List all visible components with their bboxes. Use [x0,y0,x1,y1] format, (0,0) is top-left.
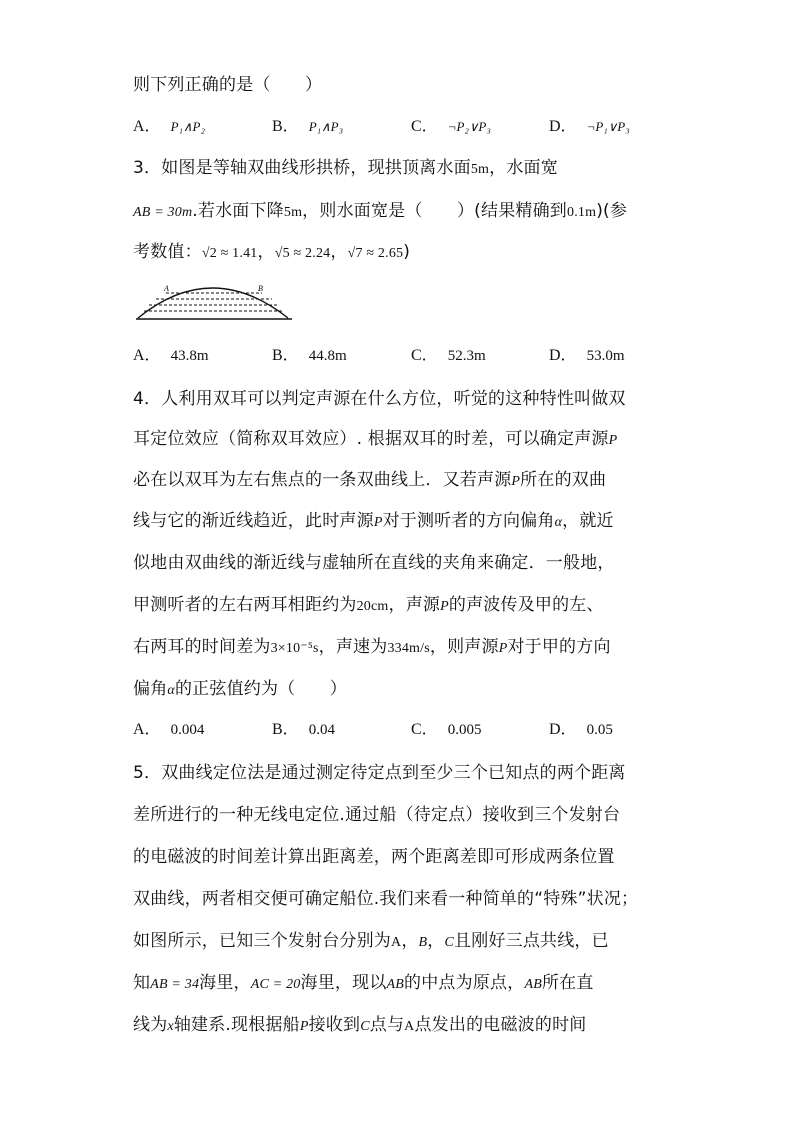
q5-text: 轴建系.现根据船 [173,1015,300,1035]
q5-math: AB [524,977,542,992]
q3-text: ，水面宽 [489,158,558,178]
q3-math: √5 ≈ 2.24 [274,246,331,261]
q5-text: 点与 [369,1015,405,1035]
q4-line-2 [133,424,617,449]
q3-math: 5m [283,205,303,220]
q5-math: AB = 34 [150,977,200,992]
q4-option-d[interactable] [549,716,613,739]
option-label: B． [272,347,299,364]
q4-text: 的正弦值约为（ ） [174,679,347,699]
q4-math: α [167,683,175,698]
option-label: B． [272,118,299,135]
q5-text: 海里，现以 [300,973,387,993]
q3-option-b[interactable] [272,342,347,365]
q5-math: P [299,1019,309,1034]
q3-text: ，则水面宽是（ ）(结果精确到 [302,201,568,221]
q4-text: 所在的双曲 [520,470,607,490]
q2-option-c[interactable] [411,113,491,136]
option-text: ¬P₂∨P₃ [447,119,491,134]
q5-text: 点发出的电磁波的时间 [414,1015,587,1035]
option-label: D． [549,347,577,364]
q3-option-c[interactable] [411,342,486,365]
q4-line-8 [133,674,347,699]
q2-option-d[interactable] [549,113,630,136]
q5-line-5 [133,926,609,951]
option-label: C． [411,347,438,364]
q5-text: 的中点为原点， [404,973,525,993]
option-text: 0.004 [170,722,205,738]
option-text: P₁∧P₃ [308,119,344,134]
option-label: A． [133,347,161,364]
option-label: C． [411,721,438,738]
q4-text: 偏角 [133,679,168,699]
q4-text: 对于测听者的方向偏角 [382,511,555,531]
q5-text: 所在直 [541,973,594,993]
option-label: C． [411,118,438,135]
q3-line-3 [133,237,410,262]
q4-text: ，就近 [562,511,614,531]
q4-math: P [511,474,521,489]
q4-option-b[interactable] [272,716,335,739]
q4-text: 对于甲的方向 [507,637,611,657]
q5-line-6 [133,968,594,993]
q4-text: 甲测听者的左右两耳相距约为 [133,595,357,615]
q5-text: 如图所示，已知三个发射台分别为 [133,931,391,951]
option-text: 43.8m [170,348,209,364]
q3-text: 考数值： [133,242,202,262]
q4-line-5: 似地由双曲线的渐近线与虚轴所在直线的夹角来确定．一般地， [133,553,615,573]
q5-text: 且刚好三点共线，已 [454,931,609,951]
point-a-label: A [164,284,169,293]
option-text: 52.3m [447,348,486,364]
q4-text: ，声速为 [318,637,388,657]
q5-line-4: 双曲线，两者相交便可确定船位.我们来看一种简单的“特殊”状况； [133,889,639,909]
point-b-label: B [258,284,263,293]
q3-text: ， [257,242,275,262]
q3-line-1 [133,153,558,178]
q4-line-4 [133,506,614,531]
q4-option-a[interactable] [133,716,204,739]
q5-math: C [444,935,455,950]
q4-line-7 [133,632,611,657]
q4-math: α [554,515,563,530]
option-label: D． [549,118,577,135]
q2-option-a[interactable] [133,113,205,136]
q4-math: P [498,641,508,656]
q4-text: ，声源 [388,595,441,615]
q2-option-b[interactable] [272,113,343,136]
q4-text: 线与它的渐近线趋近，此时声源 [133,511,374,531]
option-text: 53.0m [586,348,625,364]
q3-text: ) [403,242,411,262]
q4-math: 3×10⁻⁵s [270,641,319,656]
q5-line-7 [133,1010,586,1035]
option-text: 44.8m [308,348,347,364]
q5-math: B [418,935,428,950]
arch-bridge-figure [136,276,296,324]
q4-math: P [440,599,449,614]
q3-math: AB = 30m [133,205,193,220]
option-label: A． [133,118,161,135]
q5-math: AB [386,977,405,992]
q3-text: )(参 [596,201,628,221]
q3-math: √7 ≈ 2.65 [347,246,404,261]
q5-text: 海里， [199,973,251,993]
q5-math: A [404,1019,415,1034]
q4-line-1: 4．人利用双耳可以判定声源在什么方位，听觉的这种特性叫做双 [133,389,626,409]
q4-text: ，则声源 [429,637,499,657]
q3-option-a[interactable] [133,342,208,365]
q3-text: .若水面下降 [192,201,284,221]
option-text: P₁∧P₂ [170,119,205,134]
option-label: D． [549,721,577,738]
option-text: 0.04 [308,722,335,738]
q5-line-3: 的电磁波的时间差计算出距离差，两个距离差即可形成两条位置 [133,847,615,867]
q4-math: 20cm [356,599,389,614]
q5-math: AC = 20 [250,977,301,992]
option-text: 0.005 [447,722,482,738]
option-label: A． [133,721,161,738]
q5-math: C [360,1019,370,1034]
q4-text: 必在以双耳为左右焦点的一条双曲线上．又若声源 [133,470,512,490]
q4-line-3 [133,465,606,490]
q4-option-c[interactable] [411,716,481,739]
q3-option-d[interactable] [549,342,624,365]
option-text: ¬P₁∨P₃ [586,119,630,134]
q3-text: ， [330,242,348,262]
option-text: 0.05 [586,722,613,738]
q5-math: x [167,1019,174,1034]
q4-math: 334m/s [387,641,430,656]
q4-line-6 [133,590,604,615]
q5-text: 接收到 [308,1015,361,1035]
q5-text: ， [401,931,419,951]
q4-text: 的声波传及甲的左、 [448,595,604,615]
q5-text: 线为 [133,1015,168,1035]
q4-text: 耳定位效应（简称双耳效应）. 根据双耳的时差，可以确定声源 [133,429,609,449]
option-label: B． [272,721,299,738]
q5-math: A [391,935,402,950]
q3-text: 3．如图是等轴双曲线形拱桥，现拱顶离水面 [133,158,471,178]
q4-math: P [373,515,383,530]
q3-math: 5m [470,162,490,177]
q3-math: 0.1m [567,205,597,220]
q3-line-2 [133,196,627,221]
q2-stem-tail: 则下列正确的是（ ） [133,75,323,95]
q3-math: √2 ≈ 1.41 [201,246,258,261]
q4-math: P [608,433,618,448]
q5-line-1: 5．双曲线定位法是通过测定待定点到至少三个已知点的两个距离 [133,763,626,783]
q5-text: ， [427,931,445,951]
q4-text: 右两耳的时间差为 [133,637,271,657]
q5-text: 知 [133,973,151,993]
q5-line-2: 差所进行的一种无线电定位.通过船（待定点）接收到三个发射台 [133,805,621,825]
